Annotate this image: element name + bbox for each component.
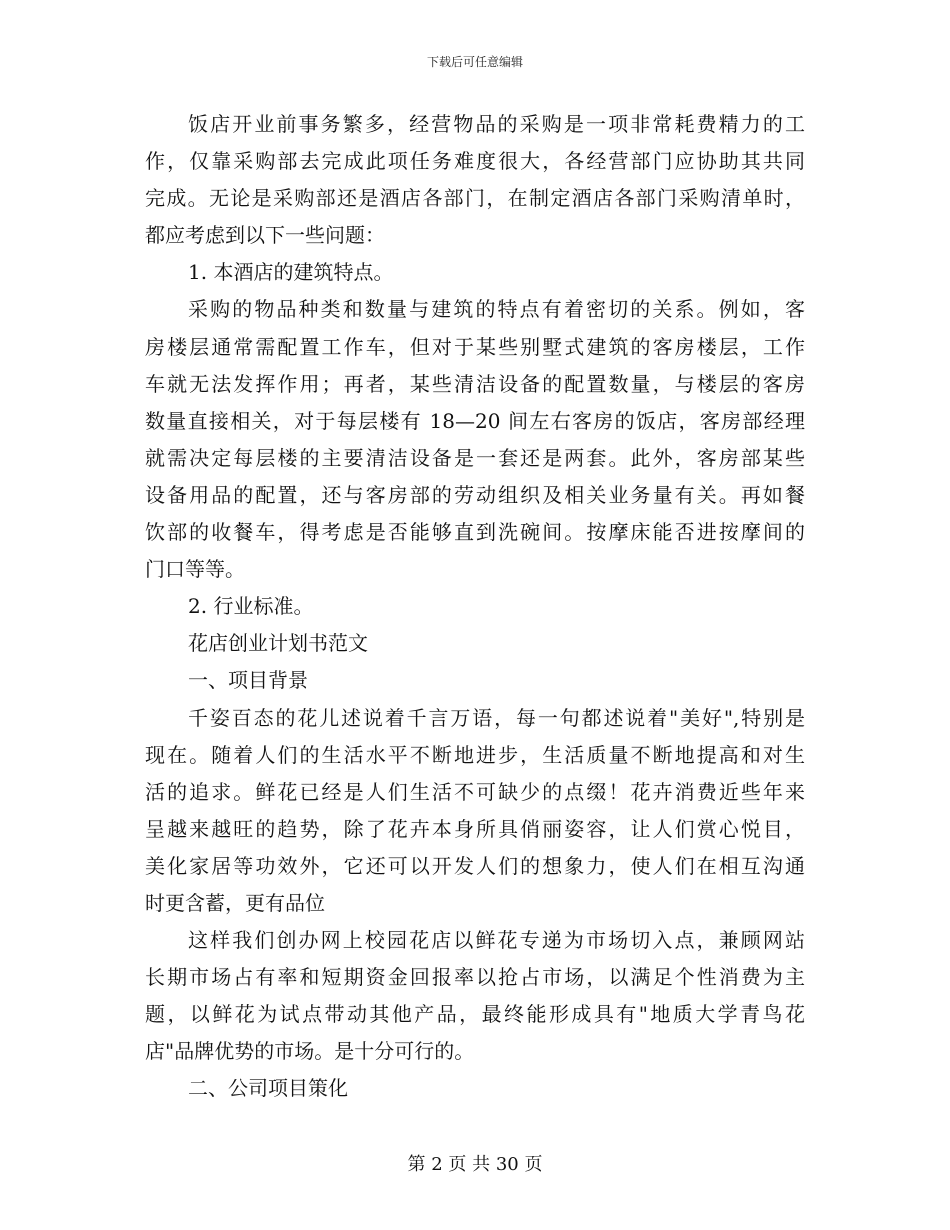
text-line: 花店创业计划书范文 bbox=[188, 631, 368, 656]
text-line: 就需决定每层楼的主要清洁设备是一套还是两套。此外，客房部某些 bbox=[145, 445, 805, 470]
page-header-note: 下载后可任意编辑 bbox=[426, 55, 523, 69]
text-line: 车就无法发挥作用；再者，某些清洁设备的配置数量，与楼层的客房 bbox=[145, 371, 805, 396]
document-body bbox=[145, 106, 805, 1108]
text-line: 一、项目背景 bbox=[188, 668, 308, 693]
text-line: 1. 本酒店的建筑特点。 bbox=[188, 260, 394, 285]
page-number: 第 2 页 共 30 页 bbox=[407, 1154, 543, 1175]
text-line: 长期市场占有率和短期资金回报率以抢占市场，以满足个性消费为主 bbox=[145, 965, 805, 990]
text-line: 现在。随着人们的生活水平不断地进步，生活质量不断地提高和对生 bbox=[145, 742, 805, 767]
text-line: 完成。无论是采购部还是酒店各部门，在制定酒店各部门采购清单时， bbox=[145, 186, 805, 211]
text-line: 设备用品的配置，还与客房部的劳动组织及相关业务量有关。再如餐 bbox=[145, 482, 805, 507]
text-line: 门口等等。 bbox=[145, 557, 245, 582]
text-line: 呈越来越旺的趋势，除了花卉本身所具俏丽姿容，让人们赏心悦目， bbox=[145, 816, 805, 841]
paragraph bbox=[145, 106, 805, 254]
text-line: 时更含蓄，更有品位 bbox=[145, 890, 325, 915]
text-line: 房楼层通常需配置工作车，但对于某些别墅式建筑的客房楼层，工作 bbox=[145, 334, 805, 359]
paragraph bbox=[145, 922, 805, 1070]
text-line: 题，以鲜花为试点带动其他产品，最终能形成具有"地质大学青鸟花 bbox=[145, 1002, 805, 1027]
paragraph bbox=[145, 662, 805, 699]
text-line: 都应考虑到以下一些问题： bbox=[145, 223, 385, 248]
text-line: 采购的物品种类和数量与建筑的特点有着密切的关系。例如，客 bbox=[188, 297, 805, 322]
paragraph bbox=[145, 254, 805, 291]
text-line: 店"品牌优势的市场。是十分可行的。 bbox=[145, 1039, 475, 1064]
text-line: 数量直接相关，对于每层楼有 18—20 间左右客房的饭店，客房部经理 bbox=[145, 408, 805, 433]
text-line: 千姿百态的花儿述说着千言万语，每一句都述说着"美好",特别是 bbox=[188, 705, 805, 730]
paragraph bbox=[145, 1070, 805, 1107]
paragraph bbox=[145, 625, 805, 662]
paragraph bbox=[145, 291, 805, 588]
text-line: 饭店开业前事务繁多，经营物品的采购是一项非常耗费精力的工 bbox=[188, 112, 805, 136]
text-line: 作，仅靠采购部去完成此项任务难度很大，各经营部门应协助其共同 bbox=[145, 149, 805, 174]
text-line: 2. 行业标准。 bbox=[188, 594, 314, 619]
paragraph bbox=[145, 588, 805, 625]
text-line: 这样我们创办网上校园花店以鲜花专递为市场切入点，兼顾网站 bbox=[188, 928, 805, 953]
paragraph bbox=[145, 700, 805, 923]
text-line: 活的追求。鲜花已经是人们生活不可缺少的点缀！花卉消费近些年来 bbox=[145, 779, 805, 804]
text-line: 饮部的收餐车，得考虑是否能够直到洗碗间。按摩床能否进按摩间的 bbox=[145, 520, 805, 545]
text-line: 美化家居等功效外，它还可以开发人们的想象力，使人们在相互沟通 bbox=[145, 853, 805, 878]
text-line: 二、公司项目策化 bbox=[188, 1076, 348, 1101]
